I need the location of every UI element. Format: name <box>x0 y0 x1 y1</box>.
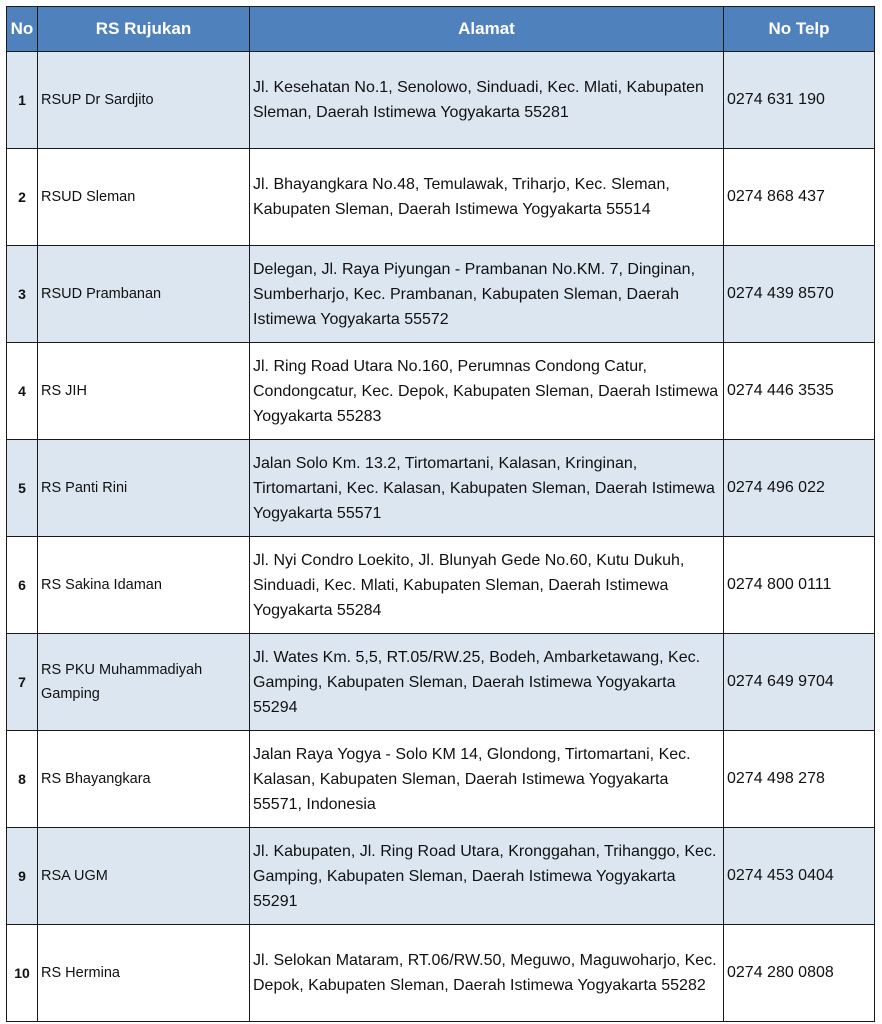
row-number: 10 <box>7 925 38 1022</box>
hospital-name: RS Hermina <box>38 925 250 1022</box>
hospital-address: Jl. Nyi Condro Loekito, Jl. Blunyah Gede No.60, Kutu Dukuh, Sinduadi, Kec. Mlati, Kabupaten Sleman, Daerah Istimewa Yogyakarta 55284 <box>250 537 724 634</box>
row-number: 8 <box>7 731 38 828</box>
table-row <box>7 731 875 828</box>
hospital-phone: 0274 453 0404 <box>724 828 875 925</box>
header-alamat: Alamat <box>250 7 724 52</box>
hospital-phone: 0274 868 437 <box>724 149 875 246</box>
hospital-name: RS Panti Rini <box>38 440 250 537</box>
row-number: 1 <box>7 52 38 149</box>
hospital-name: RS PKU Muhammadiyah Gamping <box>38 634 250 731</box>
hospital-address: Jl. Wates Km. 5,5, RT.05/RW.25, Bodeh, Ambarketawang, Kec. Gamping, Kabupaten Sleman, Daerah Istimewa Yogyakarta 55294 <box>250 634 724 731</box>
row-number: 6 <box>7 537 38 634</box>
row-number: 3 <box>7 246 38 343</box>
header-no-telp: No Telp <box>724 7 875 52</box>
hospital-phone: 0274 280 0808 <box>724 925 875 1022</box>
table-row <box>7 537 875 634</box>
hospital-address: Jl. Selokan Mataram, RT.06/RW.50, Meguwo, Maguwoharjo, Kec. Depok, Kabupaten Sleman, Daerah Istimewa Yogyakarta 55282 <box>250 925 724 1022</box>
table-row <box>7 634 875 731</box>
row-number: 2 <box>7 149 38 246</box>
table-row <box>7 343 875 440</box>
hospital-address: Jl. Ring Road Utara No.160, Perumnas Condong Catur, Condongcatur, Kec. Depok, Kabupaten Sleman, Daerah Istimewa Yogyakarta 55283 <box>250 343 724 440</box>
hospital-phone: 0274 631 190 <box>724 52 875 149</box>
hospital-phone: 0274 439 8570 <box>724 246 875 343</box>
row-number: 5 <box>7 440 38 537</box>
header-no: No <box>7 7 38 52</box>
hospital-phone: 0274 800 0111 <box>724 537 875 634</box>
hospital-referral-table <box>6 6 875 1022</box>
table-row <box>7 440 875 537</box>
header-rs-rujukan: RS Rujukan <box>38 7 250 52</box>
table-header-row <box>7 7 875 52</box>
hospital-name: RS Bhayangkara <box>38 731 250 828</box>
hospital-phone: 0274 446 3535 <box>724 343 875 440</box>
table-row <box>7 828 875 925</box>
hospital-address: Jalan Raya Yogya - Solo KM 14, Glondong, Tirtomartani, Kec. Kalasan, Kabupaten Sleman, Daerah Istimewa Yogyakarta 55571, Indonesia <box>250 731 724 828</box>
hospital-name: RSUP Dr Sardjito <box>38 52 250 149</box>
hospital-phone: 0274 498 278 <box>724 731 875 828</box>
hospital-phone: 0274 649 9704 <box>724 634 875 731</box>
table-row <box>7 246 875 343</box>
hospital-phone: 0274 496 022 <box>724 440 875 537</box>
hospital-address: Delegan, Jl. Raya Piyungan - Prambanan No.KM. 7, Dinginan, Sumberharjo, Kec. Prambanan, Kabupaten Sleman, Daerah Istimewa Yogyakarta 55572 <box>250 246 724 343</box>
hospital-name: RS JIH <box>38 343 250 440</box>
hospital-address: Jalan Solo Km. 13.2, Tirtomartani, Kalasan, Kringinan, Tirtomartani, Kec. Kalasan, Kabupaten Sleman, Daerah Istimewa Yogyakarta 55571 <box>250 440 724 537</box>
hospital-name: RSUD Sleman <box>38 149 250 246</box>
hospital-name: RSA UGM <box>38 828 250 925</box>
hospital-name: RSUD Prambanan <box>38 246 250 343</box>
hospital-address: Jl. Bhayangkara No.48, Temulawak, Triharjo, Kec. Sleman, Kabupaten Sleman, Daerah Istimewa Yogyakarta 55514 <box>250 149 724 246</box>
hospital-address: Jl. Kesehatan No.1, Senolowo, Sinduadi, Kec. Mlati, Kabupaten Sleman, Daerah Istimewa Yogyakarta 55281 <box>250 52 724 149</box>
table-row <box>7 149 875 246</box>
row-number: 7 <box>7 634 38 731</box>
hospital-address: Jl. Kabupaten, Jl. Ring Road Utara, Kronggahan, Trihanggo, Kec. Gamping, Kabupaten Sleman, Daerah Istimewa Yogyakarta 55291 <box>250 828 724 925</box>
table-row <box>7 925 875 1022</box>
hospital-name: RS Sakina Idaman <box>38 537 250 634</box>
row-number: 9 <box>7 828 38 925</box>
hospital-referral-table-container <box>6 6 874 1022</box>
table-row <box>7 52 875 149</box>
row-number: 4 <box>7 343 38 440</box>
